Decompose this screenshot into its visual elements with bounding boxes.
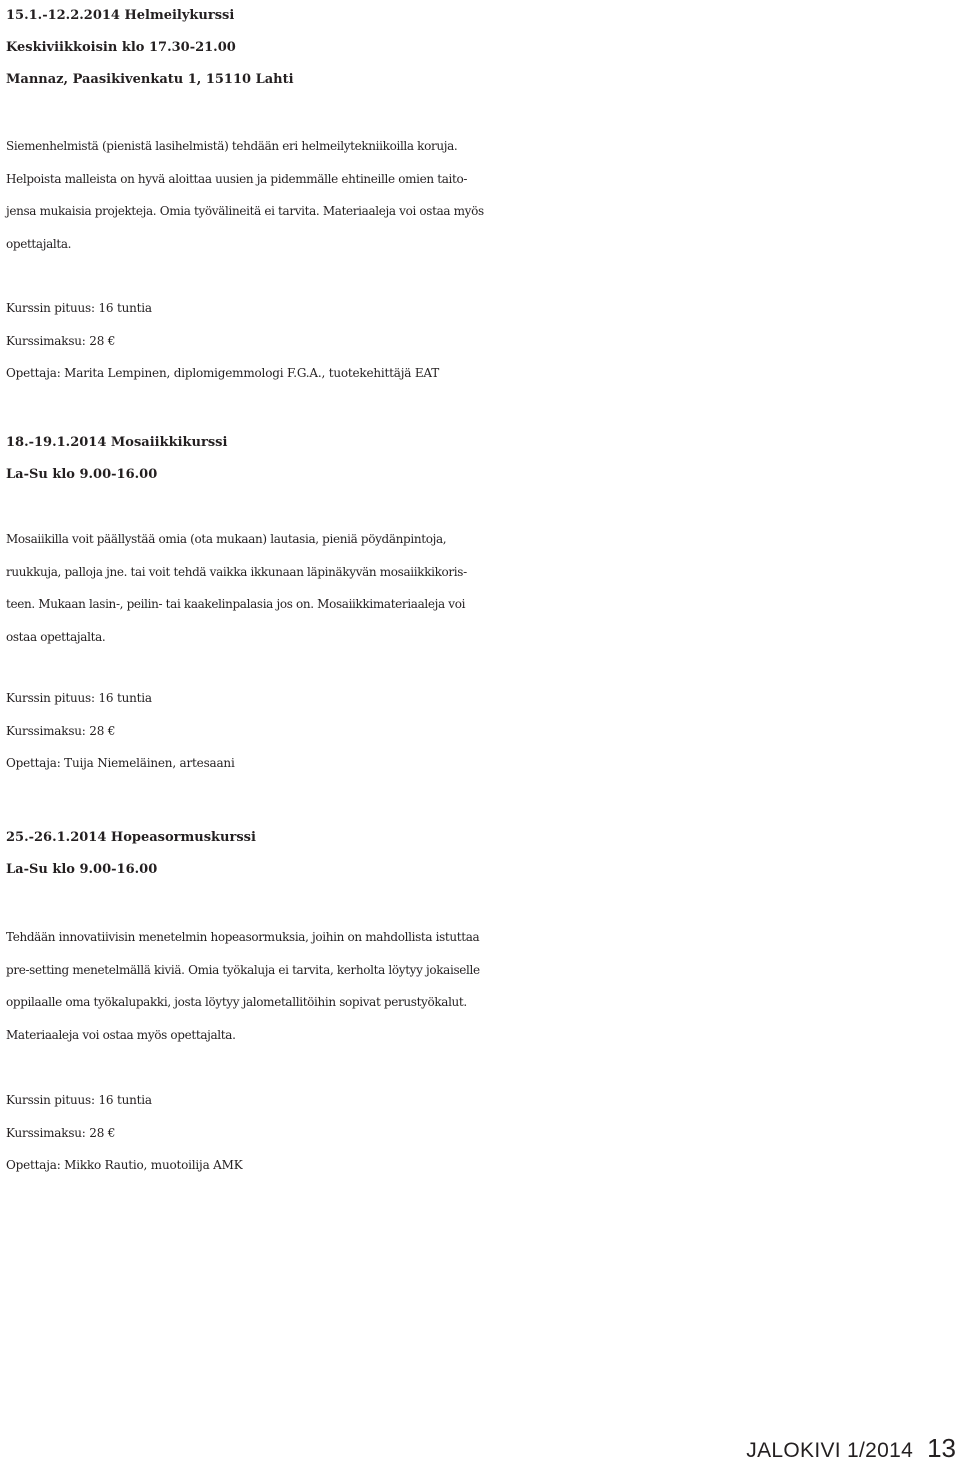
course-description-line: jensa mukaisia projekteja. Omia työvälineitä ei tarvita. Materiaaleja voi ostaa myös bbox=[6, 204, 484, 218]
course-description-line: Siemenhelmistä (pienistä lasihelmistä) tehdään eri helmeilytekniikoilla koruja. bbox=[6, 139, 458, 153]
course-description-line: opettajalta. bbox=[6, 236, 72, 251]
course-duration: Kurssin pituus: 16 tuntia bbox=[6, 1093, 152, 1107]
course-description-line: ruukkuja, palloja jne. tai voit tehdä vaikka ikkunaan läpinäkyvän mosaiikkikoris- bbox=[6, 564, 467, 579]
course-title: 15.1.-12.2.2014 Helmeilykurssi bbox=[6, 8, 235, 23]
course-fee: Kurssimaksu: 28 € bbox=[6, 333, 116, 348]
course-description-line: Helpoista malleista on hyvä aloittaa uusien ja pidemmälle ehtineille omien taito- bbox=[6, 171, 468, 186]
course-title: 18.-19.1.2014 Mosaiikkikurssi bbox=[6, 435, 228, 450]
course-duration: Kurssin pituus: 16 tuntia bbox=[6, 301, 152, 315]
course-description-line: Materiaaleja voi ostaa myös opettajalta. bbox=[6, 1027, 236, 1042]
course-description-line: Tehdään innovatiivisin menetelmin hopeasormuksia, joihin on mahdollista istuttaa bbox=[6, 930, 480, 944]
course-fee: Kurssimaksu: 28 € bbox=[6, 723, 116, 738]
course-description-line: teen. Mukaan lasin-, peilin- tai kaakelinpalasia jos on. Mosaiikkimateriaaleja voi bbox=[6, 597, 466, 611]
course-description-line: ostaa opettajalta. bbox=[6, 629, 106, 644]
course-schedule: La-Su klo 9.00-16.00 bbox=[6, 467, 158, 482]
course-description-line: Mosaiikilla voit päällystää omia (ota mukaan) lautasia, pieniä pöydänpintoja, bbox=[6, 532, 447, 546]
page-number: 13 bbox=[927, 1433, 956, 1463]
magazine-issue: JALOKIVI 1/2014 bbox=[746, 1439, 914, 1462]
course-mosaiikki bbox=[6, 427, 958, 780]
course-teacher: Opettaja: Marita Lempinen, diplomigemmologi F.G.A., tuotekehittäjä EAT bbox=[6, 366, 440, 381]
course-hopeasormus bbox=[6, 822, 958, 1182]
course-duration: Kurssin pituus: 16 tuntia bbox=[6, 691, 152, 705]
course-teacher: Opettaja: Mikko Rautio, muotoilija AMK bbox=[6, 1158, 243, 1173]
course-helmeily bbox=[6, 0, 958, 390]
course-location: Mannaz, Paasikivenkatu 1, 15110 Lahti bbox=[6, 72, 294, 87]
course-description-line: oppilaalle oma työkalupakki, josta löytyy jalometallitöihin sopivat perustyökalut. bbox=[6, 995, 467, 1009]
course-schedule: Keskiviikkoisin klo 17.30-21.00 bbox=[6, 40, 236, 55]
course-title: 25.-26.1.2014 Hopeasormuskurssi bbox=[6, 830, 256, 845]
page-footer bbox=[746, 1433, 956, 1464]
course-description-line: pre-setting menetelmällä kiviä. Omia työkaluja ei tarvita, kerholta löytyy jokaiselle bbox=[6, 962, 480, 977]
course-teacher: Opettaja: Tuija Niemeläinen, artesaani bbox=[6, 756, 235, 771]
course-schedule: La-Su klo 9.00-16.00 bbox=[6, 862, 158, 877]
course-fee: Kurssimaksu: 28 € bbox=[6, 1125, 116, 1140]
